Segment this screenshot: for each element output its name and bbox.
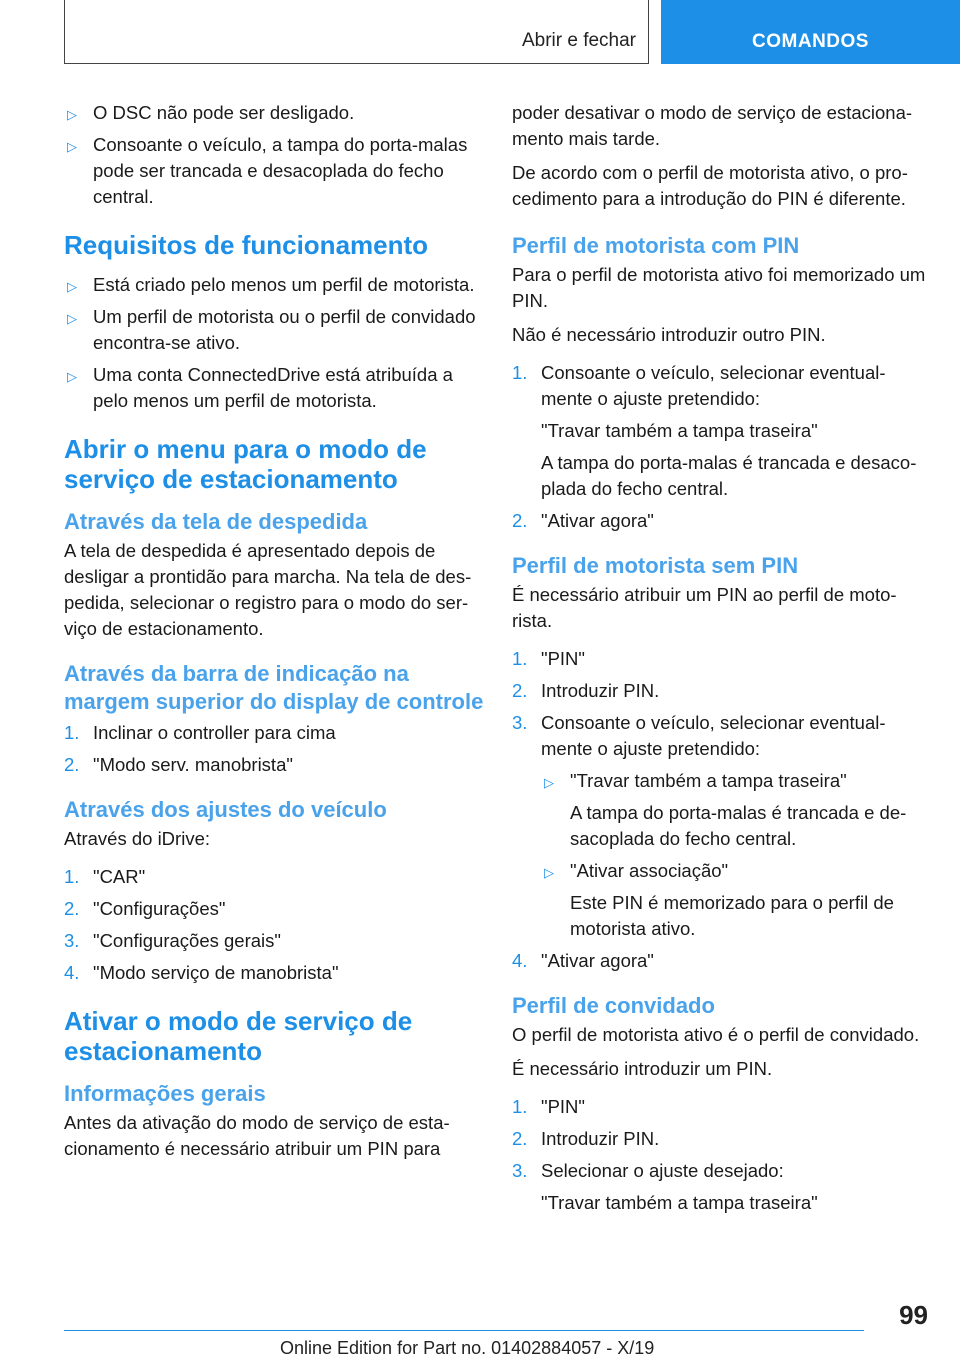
list-item: ▷ O DSC não pode ser desligado. — [64, 100, 484, 126]
heading-info: Informações gerais — [64, 1081, 266, 1106]
heading-requisitos: Requisitos de funcionamento — [64, 230, 429, 260]
paragraph-conv-1: O perfil de motorista ativo é o perfil de convidado. — [512, 1024, 920, 1045]
heading-ativar: Ativar o modo de serviço de estacionamento — [64, 1006, 413, 1066]
paragraph-despedida: A tela de despedida é apresentado depois de desligar a prontidão para marcha. Na tela de despedida, selecionar o registro para o modo do serviço de estacionamento. — [64, 540, 472, 639]
page-header — [0, 0, 960, 68]
paragraph-acordo: De acordo com o perfil de motorista ativo, o procedimento para a introdução do PIN é diferente. — [512, 162, 908, 209]
triangle-bullet-icon: ▷ — [67, 311, 77, 326]
heading-abrir-menu: Abrir o menu para o modo de serviço de estacionamento — [64, 434, 427, 494]
step-item: 4. "Ativar agora" — [512, 948, 930, 974]
step-description: A tampa do porta-malas é trancada e desacoplada do fecho central. — [541, 452, 917, 499]
step-item: 2. Introduzir PIN. — [512, 1126, 930, 1152]
step-option: "Travar também a tampa traseira" — [541, 420, 818, 441]
step-number: 3. — [512, 712, 528, 733]
step-item: 3. "Configurações gerais" — [64, 928, 484, 954]
step-number: 1. — [512, 648, 528, 669]
step-number: 2. — [64, 754, 80, 775]
section-title: Abrir e fechar — [521, 30, 636, 51]
footer-divider — [64, 1330, 864, 1331]
step-option: "Travar também a tampa traseira" — [541, 1192, 818, 1213]
step-item: 2. "Configurações" — [64, 896, 484, 922]
step-number: 1. — [64, 722, 80, 743]
step-item: 1. "CAR" — [64, 864, 484, 890]
step-item: 3. Consoante o veículo, selecionar eventualmente o ajuste pretendido: ▷ "Travar também a tampa traseira" A tampa do porta-malas é trancada e desacoplada do fecho central. ▷ "Ativar associação" Este PIN é memorizado para o perfil de motorista ativo. — [512, 710, 930, 942]
triangle-bullet-icon: ▷ — [67, 369, 77, 384]
heading-perfil-com-pin: Perfil de motorista com PIN — [512, 233, 800, 258]
step-number: 2. — [512, 510, 528, 531]
step-item: 2. Introduzir PIN. — [512, 678, 930, 704]
heading-ajustes: Através dos ajustes do veículo — [64, 797, 387, 822]
heading-perfil-sem-pin: Perfil de motorista sem PIN — [512, 553, 799, 578]
step-number: 2. — [512, 680, 528, 701]
paragraph-continuation: poder desativar o modo de serviço de estacionamento mais tarde. — [512, 102, 913, 149]
edition-text: Online Edition for Part no. 01402884057 - X/19 — [280, 1338, 655, 1358]
step-number: 1. — [512, 362, 528, 383]
chapter-tab: COMANDOS — [661, 0, 960, 64]
step-number: 2. — [64, 898, 80, 919]
step-number: 1. — [512, 1096, 528, 1117]
paragraph-info: Antes da ativação do modo de serviço de estacionamento é necessário atribuir um PIN para — [64, 1112, 450, 1159]
step-item: 1. Inclinar o controller para cima — [64, 720, 484, 746]
step-item: 4. "Modo serviço de manobrista" — [64, 960, 484, 986]
triangle-bullet-icon: ▷ — [544, 865, 554, 880]
paragraph-sem: É necessário atribuir um PIN ao perfil de motorista. — [512, 584, 897, 631]
step-number: 3. — [64, 930, 80, 951]
triangle-bullet-icon: ▷ — [544, 775, 554, 790]
step-number: 4. — [64, 962, 80, 983]
sub-list-item: ▷ "Travar também a tampa traseira" A tampa do porta-malas é trancada e desacoplada do fecho central. — [544, 770, 907, 849]
step-item: 3. Selecionar o ajuste desejado: "Travar também a tampa traseira" — [512, 1158, 930, 1216]
step-item: 1. "PIN" — [512, 646, 930, 672]
step-number: 1. — [64, 866, 80, 887]
sub-list-item: ▷ "Ativar associação" Este PIN é memorizado para o perfil de motorista ativo. — [544, 860, 894, 939]
step-number: 4. — [512, 950, 528, 971]
page-number: 99 — [899, 1300, 928, 1330]
paragraph-ajustes: Através do iDrive: — [64, 828, 210, 849]
left-column — [64, 100, 484, 1170]
heading-despedida: Através da tela de despedida — [64, 509, 368, 534]
step-item: 2. "Ativar agora" — [512, 508, 930, 534]
step-item: 2. "Modo serv. manobrista" — [64, 752, 484, 778]
list-item: ▷ Um perfil de motorista ou o perfil de convidado encontra-se ativo. — [67, 306, 476, 353]
right-column — [512, 100, 930, 1222]
triangle-bullet-icon: ▷ — [67, 139, 77, 154]
step-item: 1. Consoante o veículo, selecionar eventualmente o ajuste pretendido: "Travar também a tampa traseira" A tampa do porta-malas é trancada e desacoplada do fecho central. — [512, 360, 930, 502]
step-number: 3. — [512, 1160, 528, 1181]
heading-barra: Através da barra de indicação na margem superior do display de controle — [64, 661, 484, 714]
paragraph-conv-2: É necessário introduzir um PIN. — [512, 1058, 773, 1079]
triangle-bullet-icon: ▷ — [67, 107, 77, 122]
triangle-bullet-icon: ▷ — [67, 279, 77, 294]
paragraph-com-2: Não é necessário introduzir outro PIN. — [512, 324, 826, 345]
paragraph-com-1: Para o perfil de motorista ativo foi memorizado um PIN. — [512, 264, 926, 311]
step-item: 1. "PIN" — [512, 1094, 930, 1120]
step-number: 2. — [512, 1128, 528, 1149]
heading-perfil-convidado: Perfil de convidado — [512, 993, 715, 1018]
list-item: ▷ Consoante o veículo, a tampa do porta-malas pode ser trancada e desacoplada do fecho central. — [67, 134, 468, 207]
list-item: ▷ Está criado pelo menos um perfil de motorista. — [64, 272, 484, 298]
list-item: ▷ Uma conta ConnectedDrive está atribuída a pelo menos um perfil de motorista. — [67, 364, 453, 411]
